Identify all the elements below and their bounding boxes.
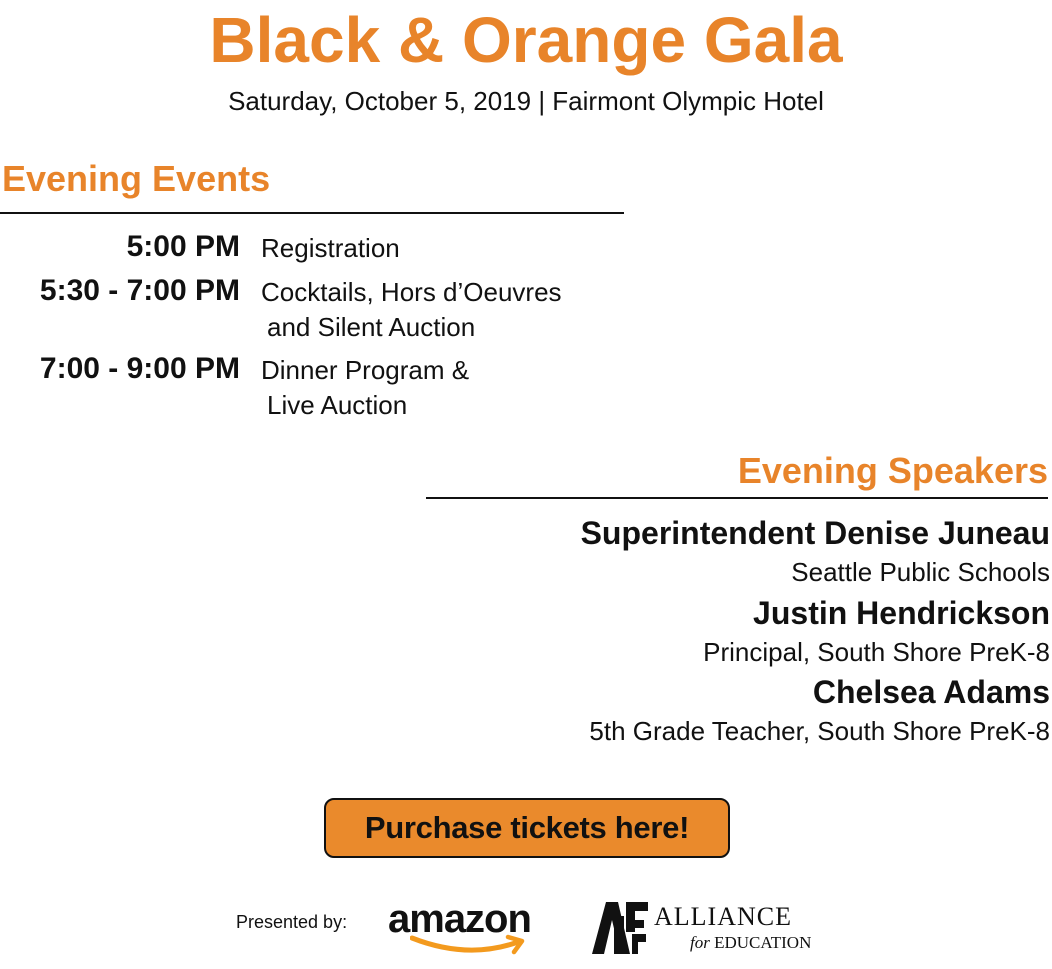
evening-speakers-heading: Evening Speakers xyxy=(737,450,1048,491)
alliance-wordmark: ALLIANCE xyxy=(654,902,792,931)
event-description-line: Cocktails, Hors d’Oeuvres xyxy=(261,277,562,307)
alliance-tagline xyxy=(690,932,811,954)
event-description xyxy=(261,231,400,266)
speaker-name: Chelsea Adams xyxy=(812,674,1050,710)
purchase-tickets-button[interactable]: Purchase tickets here! xyxy=(324,798,730,858)
alliance-tagline-for: for xyxy=(690,933,710,952)
event-description xyxy=(261,353,469,423)
event-description-line: Live Auction xyxy=(267,390,408,420)
page-title: Black & Orange Gala xyxy=(209,4,843,76)
event-description-line: Dinner Program & xyxy=(261,355,470,385)
speaker-role: Principal, South Shore PreK-8 xyxy=(703,637,1050,667)
event-description-line: Registration xyxy=(261,233,400,263)
alliance-for-education-logo xyxy=(590,896,830,958)
event-time: 5:30 - 7:00 PM xyxy=(39,274,240,307)
speaker-role: 5th Grade Teacher, South Shore PreK-8 xyxy=(589,716,1050,746)
presented-by-label: Presented by: xyxy=(236,912,348,932)
alliance-mark-icon xyxy=(590,896,650,956)
amazon-logo xyxy=(388,896,558,960)
event-time: 5:00 PM xyxy=(126,230,240,263)
evening-events-heading: Evening Events xyxy=(2,158,271,199)
speaker-role: Seattle Public Schools xyxy=(791,557,1050,587)
speakers-divider xyxy=(426,497,1048,499)
event-date-venue: Saturday, October 5, 2019 | Fairmont Olympic Hotel xyxy=(228,86,824,116)
speaker-name: Justin Hendrickson xyxy=(753,595,1050,631)
speaker-name: Superintendent Denise Juneau xyxy=(580,515,1050,551)
amazon-smile-icon xyxy=(410,934,530,956)
events-divider xyxy=(0,212,624,214)
event-description-line: and Silent Auction xyxy=(267,312,476,342)
amazon-wordmark: amazon xyxy=(388,897,531,941)
alliance-tagline-education: EDUCATION xyxy=(714,933,812,952)
event-description xyxy=(261,275,562,345)
event-time: 7:00 - 9:00 PM xyxy=(39,352,240,385)
